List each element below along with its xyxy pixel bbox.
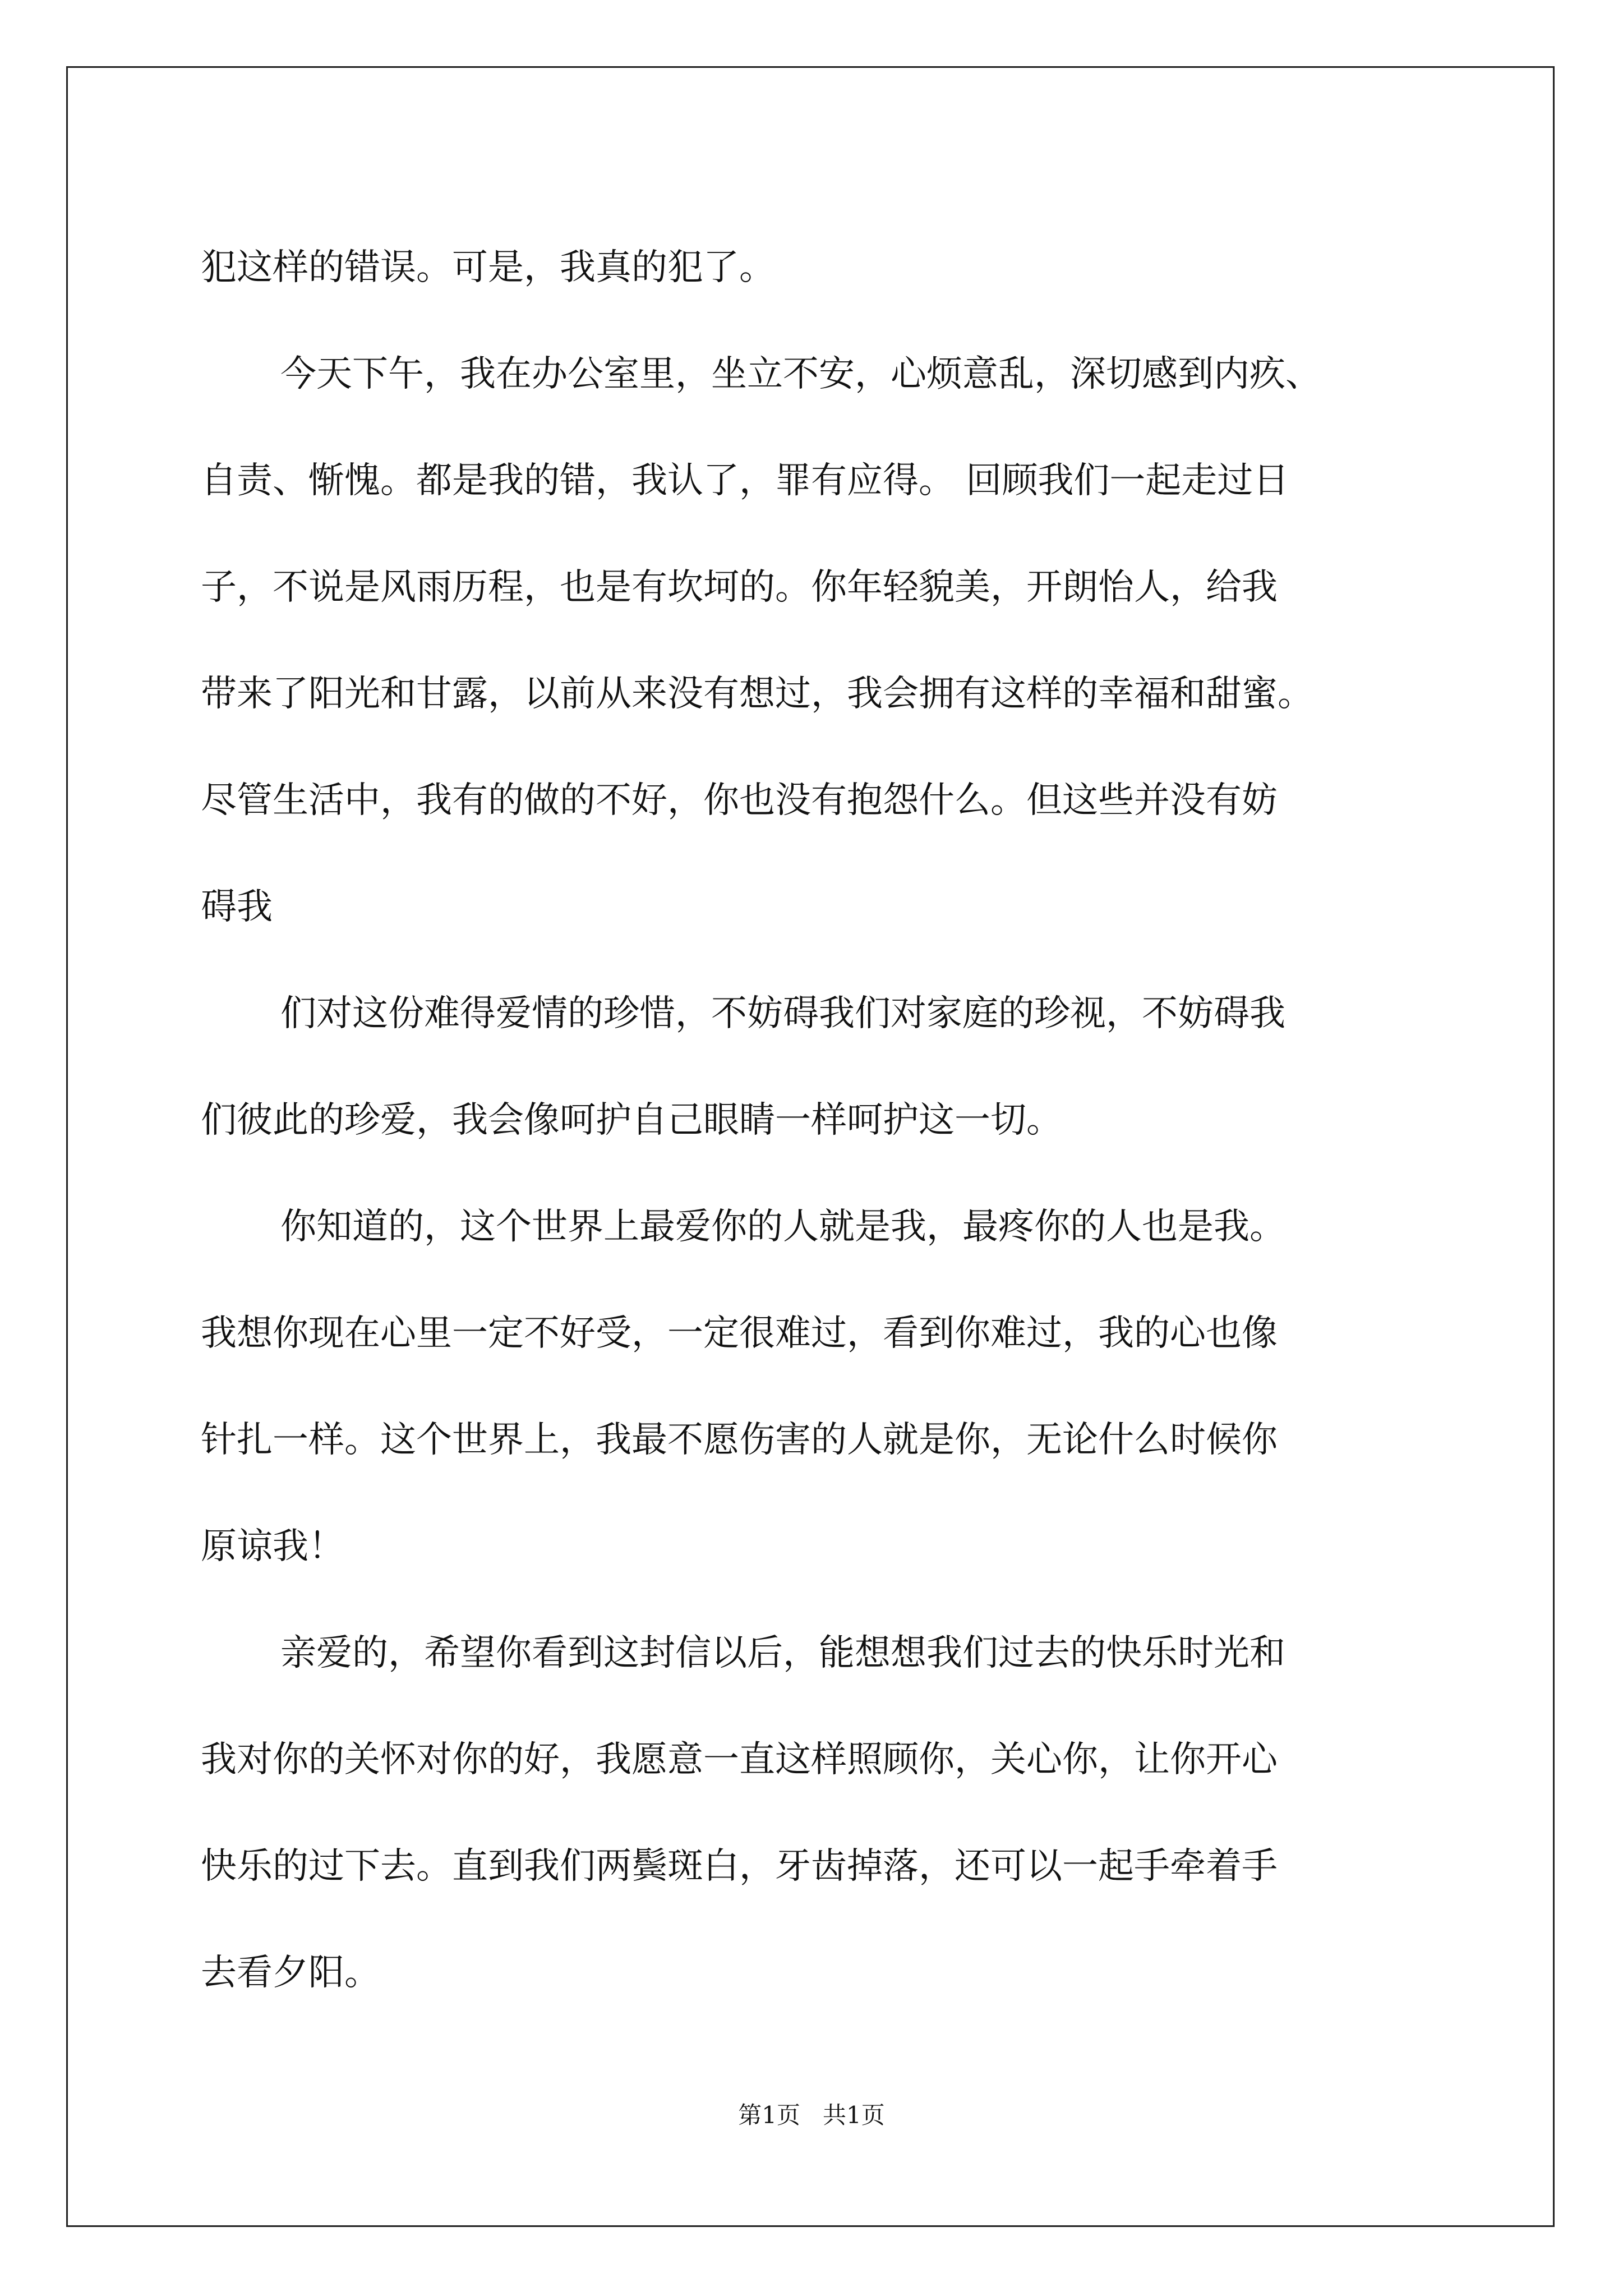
text-line: 快乐的过下去。直到我们两鬓斑白，牙齿掉落，还可以一起手牵着手 — [201, 1846, 1278, 1887]
page-total: 共1页 — [823, 2101, 885, 2129]
page-number: 第1页 — [738, 2101, 800, 2129]
text-line: 今天下午，我在办公室里，坐立不安，心烦意乱，深切感到内疚、 — [280, 353, 1321, 395]
text-line: 亲爱的，希望你看到这封信以后，能想想我们过去的快乐时光和 — [280, 1632, 1285, 1674]
text-line: 你知道的，这个世界上最爱你的人就是我，最疼你的人也是我。 — [280, 1206, 1285, 1248]
text-line: 们彼此的珍爱，我会像呵护自己眼睛一样呵护这一切。 — [201, 1099, 1062, 1141]
page-footer — [0, 2097, 1623, 2131]
text-line: 原谅我！ — [201, 1526, 344, 1567]
text-line: 们对这份难得爱情的珍惜，不妨碍我们对家庭的珍视，不妨碍我 — [280, 993, 1285, 1034]
text-line: 我想你现在心里一定不好受，一定很难过，看到你难过，我的心也像 — [201, 1313, 1278, 1354]
text-line: 带来了阳光和甘露，以前从来没有想过，我会拥有这样的幸福和甜蜜。 — [201, 673, 1313, 715]
text-line: 尽管生活中，我有的做的不好，你也没有抱怨什么。但这些并没有妨 — [201, 780, 1278, 821]
text-line: 自责、惭愧。都是我的错，我认了，罪有应得。 回顾我们一起走过日 — [201, 460, 1289, 501]
text-line: 针扎一样。这个世界上，我最不愿伤害的人就是你，无论什么时候你 — [201, 1419, 1278, 1461]
text-line: 犯这样的错误。可是，我真的犯了。 — [201, 247, 775, 288]
document-body — [201, 214, 1423, 2026]
footer-separator — [800, 2101, 823, 2129]
text-line: 我对你的关怀对你的好，我愿意一直这样照顾你，关心你，让你开心 — [201, 1739, 1278, 1780]
text-line: 去看夕阳。 — [201, 1952, 380, 1994]
text-line: 子，不说是风雨历程，也是有坎坷的。你年轻貌美，开朗怡人，给我 — [201, 567, 1278, 608]
text-line: 碍我 — [201, 886, 273, 928]
